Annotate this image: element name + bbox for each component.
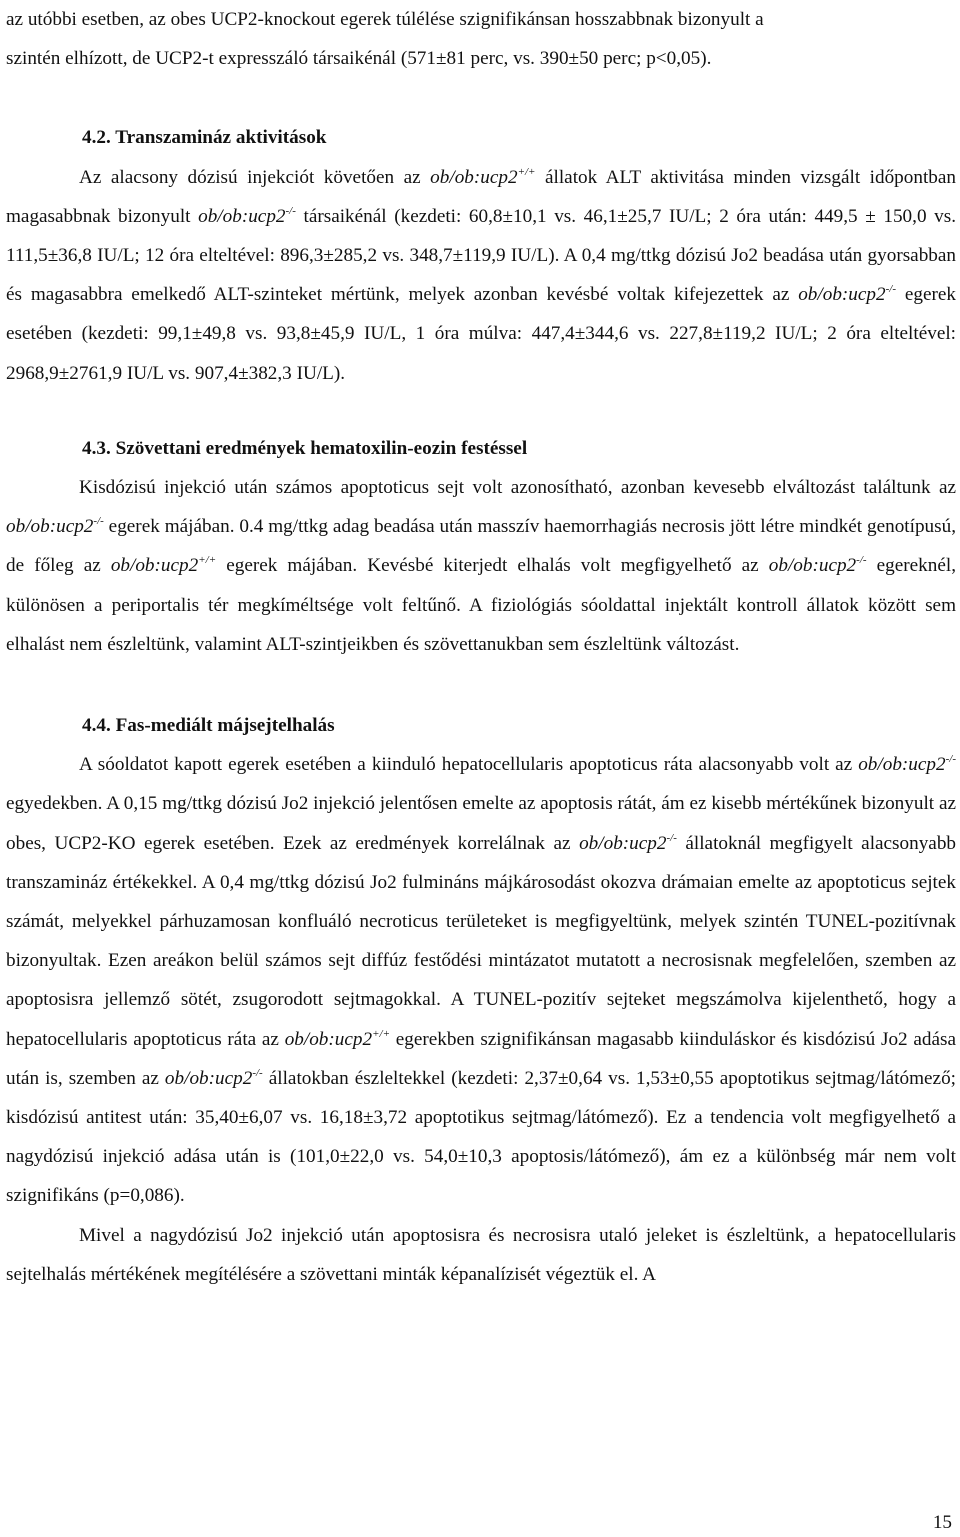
section-4-3-paragraph: Kisdózisú injekció után számos apoptoticus sejt volt azonosítható, azonban kevesebb elváltozást találtunk az ob/ob:ucp2-/- egerek májában. 0.4 mg/ttkg adag beadása után masszív haemorrhagiás necrosis jött létre mindkét genotípusú, de főleg az ob/ob:ucp2+/+ egerek májában. Kevésbé kiterjedt elhalás volt megfigyelhető az ob/ob:ucp2-/- egereknél, különösen a periportalis tér megkíméltsége volt feltűnő. A fiziológiás sóoldattal injektált kontroll állatok között sem elhalást nem észleltünk, valamint ALT-szintjeikben és szövettanukban sem észleltünk változást. — [6, 477, 956, 655]
section-4-2-heading: 4.2. Transzamináz aktivitások — [82, 127, 327, 149]
section-4-2-paragraph: Az alacsony dózisú injekciót követően az ob/ob:ucp2+/+ állatok ALT aktivitása minden vizsgált időpontban magasabbnak bizonyult ob/ob:ucp2-/- társaikénál (kezdeti: 60,8±10,1 vs. 46,1±25,7 IU/L; 2 óra után: 449,5 ± 150,0 vs. 111,5±36,8 IU/L; 12 óra elteltével: 896,3±285,2 vs. 348,7±119,9 IU/L). A 0,4 mg/ttkg dózisú Jo2 beadása után gyorsabban és magasabbra emelkedő ALT-szinteket mértünk, melyek azonban kevésbé voltak kifejezettek az ob/ob:ucp2-/- egerek esetében (kezdeti: 99,1±49,8 vs. 93,8±45,9 IU/L, 1 óra múlva: 447,4±344,6 vs. 227,8±119,2 IU/L; 2 óra elteltével: 2968,9±2761,9 IU/L vs. 907,4±382,3 IU/L). — [6, 165, 956, 384]
intro-line-1: az utóbbi esetben, az obes UCP2-knockout egerek túlélése szignifikánsan hosszabbnak bizonyult a — [6, 9, 764, 30]
intro-line-2: szintén elhízott, de UCP2-t expresszáló társaikénál (571±81 perc, vs. 390±50 perc; p<0,05). — [6, 48, 712, 70]
section-4-4-paragraph-2: Mivel a nagydózisú Jo2 injekció után apoptosisra és necrosisra utaló jeleket is észleltünk, a hepatocellularis sejtelhalás mértékének megítélésére a szövettani minták képanalízisét végeztük el. A — [6, 1224, 956, 1285]
section-4-4-paragraph-1: A sóoldatot kapott egerek esetében a kiinduló hepatocellularis apoptoticus ráta alacsonyabb volt az ob/ob:ucp2-/- egyedekben. A 0,15 mg/ttkg dózisú Jo2 injekció jelentősen emelte az apoptosis rátát, ám ez kisebb mértékűnek bizonyult az obes, UCP2-KO egerek esetében. Ezek az eredmények korrelálnak az ob/ob:ucp2-/- állatoknál megfigyelt alacsonyabb transzamináz értékekkel. A 0,4 mg/ttkg dózisú Jo2 fulmináns májkárosodást okozva drámaian emelte az apoptoticus sejtek számát, melyekkel párhuzamosan konfluáló necroticus területeket is megfigyeltünk, melyek szintén TUNEL-pozitívnak bizonyultak. Ezen areákon belül számos sejt diffúz festődési mintázatot mutatott a necrosisnak megfelelően, szemben az apoptosisra jellemző sötét, zsugorodott sejtmagokkal. A TUNEL-pozitív sejteket megszámolva kijelenthető, hogy a hepatocellularis apoptoticus ráta az ob/ob:ucp2+/+ egerekben szignifikánsan magasabb kiinduláskor és kisdózisú Jo2 adása után is, szemben az ob/ob:ucp2-/- állatokban észleltekkel (kezdeti: 2,37±0,64 vs. 1,53±0,55 apoptotikus sejtmag/látómező; kisdózisú antitest után: 35,40±6,07 vs. 16,18±3,72 apoptotikus sejtmag/látómező). Ez a tendencia volt megfigyelhető a nagydózisú injekció adása után is (101,0±22,0 vs. 54,0±10,3 apoptosis/látómező), ám ez a különbség már nem volt szignifikáns (p=0,086). — [6, 753, 957, 1207]
intro-paragraph — [6, 0, 956, 78]
section-4-4-heading: 4.4. Fas-mediált májsejtelhalás — [82, 715, 335, 737]
document-page — [6, 0, 956, 1294]
page-number: 15 — [932, 1512, 952, 1533]
section-4-3-heading: 4.3. Szövettani eredmények hematoxilin-eozin festéssel — [82, 437, 528, 459]
